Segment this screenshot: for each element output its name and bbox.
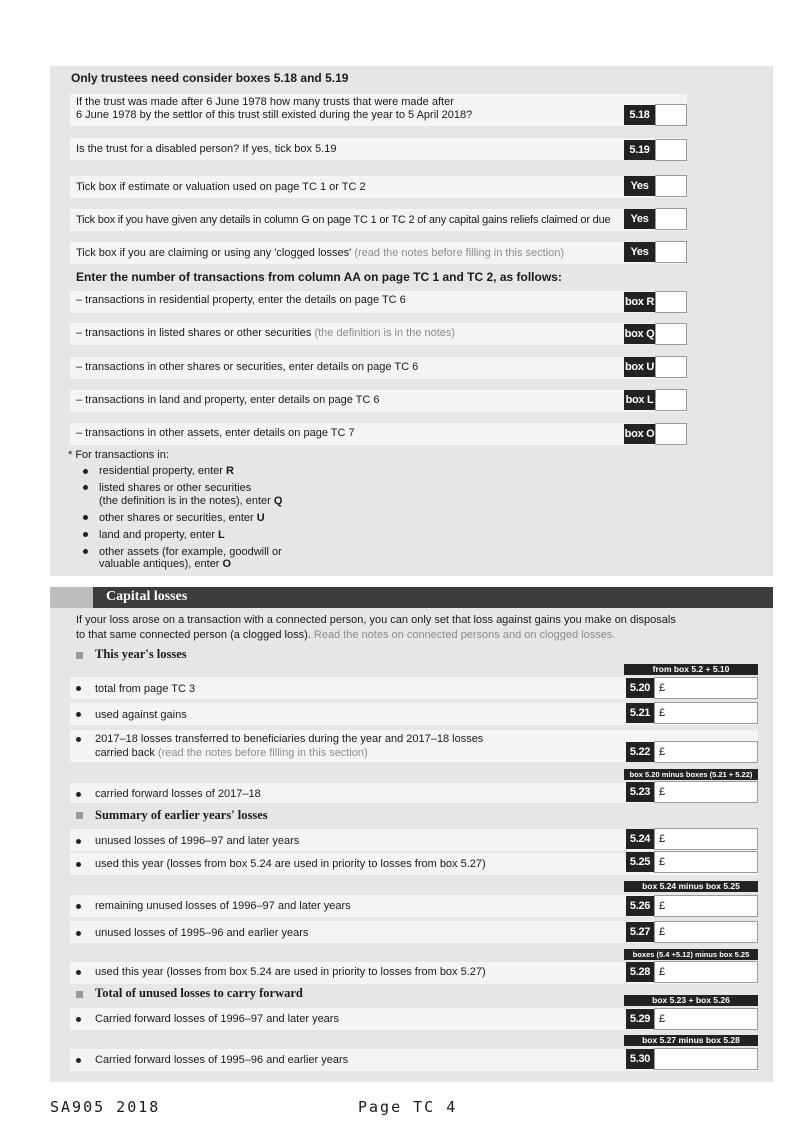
r521-text: used against gains <box>95 709 187 721</box>
capital-losses-tab <box>50 587 93 608</box>
pound-sign: £ <box>659 833 666 845</box>
input-box-l[interactable] <box>655 389 687 411</box>
tick-clogged-text <box>76 247 564 260</box>
input-box-u[interactable] <box>655 356 687 378</box>
footnote-item-q-line2 <box>99 495 282 508</box>
transactions-heading: Enter the number of transactions from column AA on page TC 1 and TC 2, as follows: <box>76 270 562 284</box>
hint-5-29: box 5.23 + box 5.26 <box>624 995 758 1006</box>
input-box-q[interactable] <box>655 323 687 345</box>
footnote-q-text: (the definition is in the notes), enter <box>99 495 271 507</box>
r529-text: Carried forward losses of 1996–97 and later years <box>95 1013 339 1025</box>
box-label-5-22: 5.22 <box>626 742 654 762</box>
box-label-5-20: 5.20 <box>626 678 654 698</box>
row-bullet <box>76 970 81 975</box>
box-label-5-25: 5.25 <box>626 852 654 872</box>
hint-5-28: boxes (5.4 +5.12) minus box 5.25 <box>624 949 758 960</box>
row-bullet <box>76 1058 81 1063</box>
footnote-r-code: R <box>225 465 234 477</box>
page-number: Page TC 4 <box>358 1098 458 1116</box>
r522-line1: 2017–18 losses transferred to beneficiaries during the year and 2017–18 losses <box>95 733 484 745</box>
r524-text: unused losses of 1996–97 and later years <box>95 835 300 847</box>
box-label-5-21: 5.21 <box>626 703 654 723</box>
row-bullet <box>76 712 81 717</box>
box-label-5-28: 5.28 <box>626 962 654 982</box>
footnote-r-text: residential property, enter <box>99 465 223 477</box>
row-bullet <box>76 686 81 691</box>
input-box-r[interactable] <box>655 291 687 313</box>
input-5-25[interactable] <box>654 851 758 873</box>
r522-line2 <box>95 747 368 760</box>
section-marker <box>76 812 83 819</box>
pound-sign: £ <box>659 786 666 798</box>
pound-sign: £ <box>659 856 666 868</box>
cl-intro-line2 <box>76 629 615 642</box>
checkbox-reliefs[interactable] <box>655 208 687 230</box>
q519-text: Is the trust for a disabled person? If yes, tick box 5.19 <box>76 143 337 155</box>
input-5-29[interactable] <box>654 1008 758 1030</box>
row-bullet <box>76 792 81 797</box>
trustees-heading: Only trustees need consider boxes 5.18 and 5.19 <box>71 71 349 85</box>
cl-intro-text: to that same connected person (a clogged loss). <box>76 629 311 641</box>
row-bullet <box>76 931 81 936</box>
r523-text: carried forward losses of 2017–18 <box>95 788 261 800</box>
footnote-o-text: valuable antiques), enter <box>99 558 220 570</box>
box-r-label: box R <box>624 292 655 312</box>
r530-text: Carried forward losses of 1995–96 and earlier years <box>95 1054 349 1066</box>
cl-intro-line1: If your loss arose on a transaction with a connected person, you can only set that loss against gains you make on disposals <box>76 614 676 626</box>
footnote-l-text: land and property, enter <box>99 529 215 541</box>
input-5-20[interactable] <box>654 677 758 699</box>
footnote-bullet <box>83 469 88 474</box>
tick-estimate-text: Tick box if estimate or valuation used on page TC 1 or TC 2 <box>76 181 366 193</box>
r522-text: carried back <box>95 747 155 759</box>
r528-text: used this year (losses from box 5.24 are used in priority to losses from box 5.27) <box>95 966 486 978</box>
footnote-item-l <box>99 529 225 542</box>
pound-sign: £ <box>659 966 666 978</box>
q518-line2: 6 June 1978 by the settlor of this trust still existed during the year to 5 April 2018? <box>76 109 473 121</box>
footnote-l-code: L <box>218 529 225 541</box>
footnote-bullet <box>83 549 88 554</box>
checkbox-estimate[interactable] <box>655 175 687 197</box>
row-bullet <box>76 904 81 909</box>
checkbox-clogged[interactable] <box>655 241 687 263</box>
trans-q-note: (the definition is in the notes) <box>314 327 456 339</box>
footnote-bullet <box>83 485 88 490</box>
box-label-5-19: 5.19 <box>624 140 655 160</box>
input-5-30[interactable] <box>654 1048 758 1070</box>
trans-r-text: – transactions in residential property, enter the details on page TC 6 <box>76 294 406 306</box>
cl-intro-note: Read the notes on connected persons and on clogged losses. <box>313 629 616 641</box>
form-code: SA905 2018 <box>50 1098 161 1116</box>
hint-5-20: from box 5.2 + 5.10 <box>624 664 758 675</box>
row-bullet <box>76 1017 81 1022</box>
box-label-5-27: 5.27 <box>626 922 654 942</box>
summary-heading: Summary of earlier years' losses <box>95 808 268 822</box>
trans-u-text: – transactions in other shares or securities, enter details on page TC 6 <box>76 361 419 373</box>
r525-text: used this year (losses from box 5.24 are used in priority to losses from box 5.27) <box>95 858 486 870</box>
section-marker <box>76 652 83 659</box>
box-l-label: box L <box>624 390 655 410</box>
footnote-bullet <box>83 532 88 537</box>
footnote-item-q-line1: listed shares or other securities <box>99 482 252 494</box>
checkbox-5-19[interactable] <box>655 139 687 161</box>
hint-5-26: box 5.24 minus box 5.25 <box>624 881 758 892</box>
box-label-5-26: 5.26 <box>626 896 654 916</box>
input-box-o[interactable] <box>655 423 687 445</box>
footnote-item-u <box>99 512 265 525</box>
tick-clogged-note: (read the notes before filling in this section) <box>354 247 565 259</box>
box-label-5-30: 5.30 <box>626 1049 654 1069</box>
box-label-5-18: 5.18 <box>624 105 655 125</box>
yes-label-estimate: Yes <box>624 176 655 196</box>
box-label-5-24: 5.24 <box>626 829 654 849</box>
footnote-o-code: O <box>222 558 232 570</box>
box-label-5-29: 5.29 <box>626 1009 654 1029</box>
trans-q-main: – transactions in listed shares or other securities <box>76 327 312 339</box>
footnote-u-code: U <box>256 512 265 524</box>
input-5-23[interactable] <box>654 781 758 803</box>
footnote-intro: * For transactions in: <box>68 449 169 461</box>
box-u-label: box U <box>624 357 655 377</box>
total-unused-heading: Total of unused losses to carry forward <box>95 986 303 1000</box>
tick-reliefs-text: Tick box if you have given any details in column G on page TC 1 or TC 2 of any capital gains reliefs claimed or due <box>76 214 611 226</box>
q518-line1: If the trust was made after 6 June 1978 how many trusts that were made after <box>76 96 454 108</box>
hint-5-30: box 5.27 minus box 5.28 <box>624 1035 758 1046</box>
input-5-22[interactable] <box>654 741 758 763</box>
input-5-26[interactable] <box>654 895 758 917</box>
section-marker <box>76 991 83 998</box>
footnote-q-code: Q <box>273 495 283 507</box>
input-5-27[interactable] <box>654 921 758 943</box>
capital-losses-title: Capital losses <box>106 589 188 604</box>
row-bullet <box>76 737 81 742</box>
pound-sign: £ <box>659 707 666 719</box>
input-5-28[interactable] <box>654 961 758 983</box>
yes-label-reliefs: Yes <box>624 209 655 229</box>
pound-sign: £ <box>659 926 666 938</box>
hint-5-23: box 5.20 minus boxes (5.21 + 5.22) <box>624 769 758 780</box>
pound-sign: £ <box>659 1013 666 1025</box>
r527-text: unused losses of 1995–96 and earlier years <box>95 927 309 939</box>
row-bullet <box>76 839 81 844</box>
trans-l-text: – transactions in land and property, enter details on page TC 6 <box>76 394 380 406</box>
pound-sign: £ <box>659 900 666 912</box>
box-q-label: box Q <box>624 324 655 344</box>
footnote-item-o-line1: other assets (for example, goodwill or <box>99 546 282 558</box>
box-label-5-23: 5.23 <box>626 782 654 802</box>
trans-o-text: – transactions in other assets, enter details on page TC 7 <box>76 427 355 439</box>
trans-q-text <box>76 327 455 340</box>
footnote-item-o-line2 <box>99 558 231 571</box>
yes-label-clogged: Yes <box>624 242 655 262</box>
footnote-item-r <box>99 465 234 478</box>
r522-note: (read the notes before filling in this section) <box>157 747 368 759</box>
input-5-18[interactable] <box>655 104 687 126</box>
box-o-label: box O <box>624 424 655 444</box>
row-bullet <box>76 862 81 867</box>
input-5-21[interactable] <box>654 702 758 724</box>
r520-text: total from page TC 3 <box>95 683 196 695</box>
footnote-bullet <box>83 515 88 520</box>
footnote-u-text: other shares or securities, enter <box>99 512 254 524</box>
tick-clogged-main: Tick box if you are claiming or using any 'clogged losses' <box>76 247 352 259</box>
pound-sign: £ <box>659 682 666 694</box>
this-years-losses-heading: This year's losses <box>95 647 187 661</box>
r526-text: remaining unused losses of 1996–97 and later years <box>95 900 351 912</box>
pound-sign: £ <box>659 746 666 758</box>
input-5-24[interactable] <box>654 828 758 850</box>
